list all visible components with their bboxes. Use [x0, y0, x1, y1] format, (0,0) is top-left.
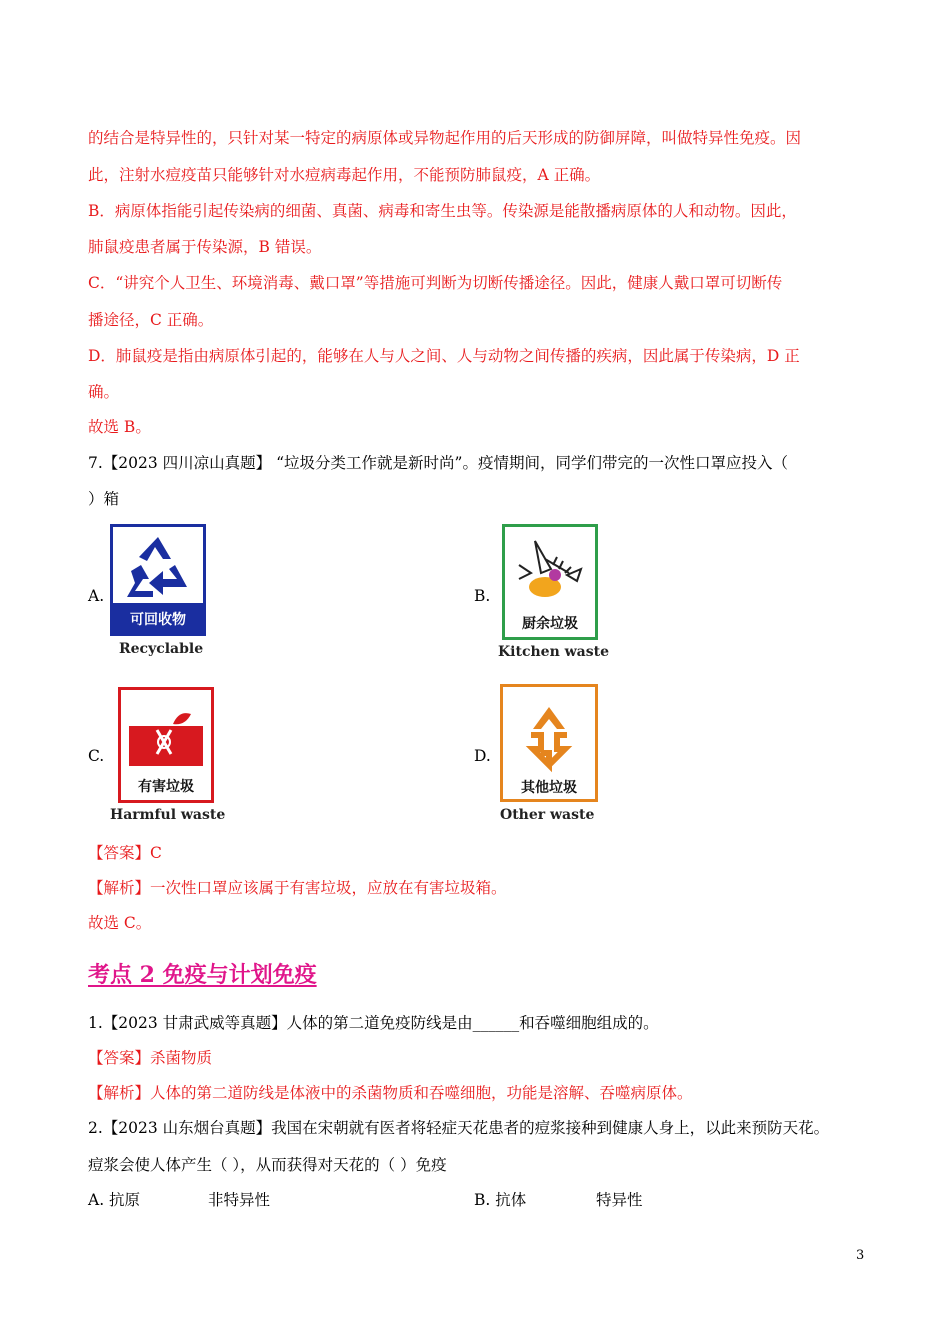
- other-waste-icon: [503, 697, 595, 777]
- option-d-letter: D.: [474, 747, 491, 765]
- recyclable-label-bar: [113, 603, 203, 633]
- option-c-letter: C.: [88, 747, 105, 765]
- option-b-value: 特异性: [596, 1191, 643, 1209]
- analysis-7: 【解析】一次性口罩应该属于有害垃圾，应放在有害垃圾箱。: [88, 879, 507, 897]
- conclusion-7: 故选 C。: [88, 914, 152, 932]
- other-waste-label: 其他垃圾: [521, 780, 577, 796]
- recyclable-label: 可回收物: [130, 612, 186, 628]
- explanation-line-1: 的结合是特异性的，只针对某一特定的病原体或异物起作用的后天形成的防御屏障，叫做特异性免疫。因: [88, 129, 802, 147]
- harmful-waste-sign: [118, 687, 214, 803]
- kitchen-waste-label: 厨余垃圾: [522, 616, 578, 632]
- conclusion-b: 故选 B。: [88, 418, 151, 436]
- option-b-letter: B.: [474, 587, 491, 605]
- question-7-line-2: ）箱: [88, 490, 120, 508]
- fish-bone-icon: [505, 529, 595, 609]
- question-2-line-1: 2.【2023 山东烟台真题】我国在宋朝就有医者将轻症天花患者的痘浆接种到健康人身上，以此来预防天花。: [88, 1119, 830, 1137]
- question-1: 1.【2023 甘肃武威等真题】人体的第二道免疫防线是由______和吞噬细胞组成的。: [88, 1014, 659, 1032]
- explanation-line-5: C．“讲究个人卫生、环境消毒、戴口罩”等措施可判断为切断传播途径。因此，健康人戴口罩可切断传: [88, 274, 783, 292]
- question-2-line-2: 痘浆会使人体产生（ ），从而获得对天花的（ ）免疫: [88, 1156, 447, 1174]
- explanation-line-6: 播途径，C 正确。: [88, 311, 214, 329]
- explanation-line-2: 此，注射水痘疫苗只能够针对水痘病毒起作用，不能预防肺鼠疫，A 正确。: [88, 166, 601, 184]
- explanation-line-3: B．病原体指能引起传染病的细菌、真菌、病毒和寄生虫等。传染源是能散播病原体的人和动物。因此，: [88, 202, 797, 220]
- question-7-line-1: 7.【2023 四川凉山真题】 “垃圾分类工作就是新时尚”。疫情期间，同学们带完的一次性口罩应投入（: [88, 454, 788, 472]
- harmful-waste-label: 有害垃圾: [138, 779, 194, 795]
- recyclable-sign: [110, 524, 206, 636]
- other-waste-caption: Other waste: [500, 807, 595, 823]
- hazard-icon: [121, 696, 211, 776]
- other-waste-sign: [500, 684, 598, 802]
- explanation-line-4: 肺鼠疫患者属于传染源，B 错误。: [88, 238, 322, 256]
- kitchen-waste-caption: Kitchen waste: [498, 644, 609, 660]
- answer-7: 【答案】C: [88, 844, 162, 862]
- analysis-1: 【解析】人体的第二道防线是体液中的杀菌物质和吞噬细胞，功能是溶解、吞噬病原体。: [88, 1084, 693, 1102]
- recycle-icon: [113, 531, 203, 607]
- page-number: 3: [856, 1248, 865, 1263]
- option-a-text: A. 抗原: [88, 1191, 141, 1209]
- option-b-text: B. 抗体: [474, 1191, 527, 1209]
- harmful-waste-caption: Harmful waste: [110, 807, 226, 823]
- section-heading: 考点 2 免疫与计划免疫: [88, 962, 317, 988]
- kitchen-waste-sign: [502, 524, 598, 640]
- option-a-letter: A.: [88, 587, 105, 605]
- recyclable-caption: Recyclable: [119, 641, 204, 657]
- option-a-value: 非特异性: [208, 1191, 271, 1209]
- answer-1: 【答案】杀菌物质: [88, 1049, 213, 1067]
- explanation-line-8: 确。: [88, 383, 120, 401]
- explanation-line-7: D．肺鼠疫是指由病原体引起的，能够在人与人之间、人与动物之间传播的疾病，因此属于传染病，D 正: [88, 347, 800, 365]
